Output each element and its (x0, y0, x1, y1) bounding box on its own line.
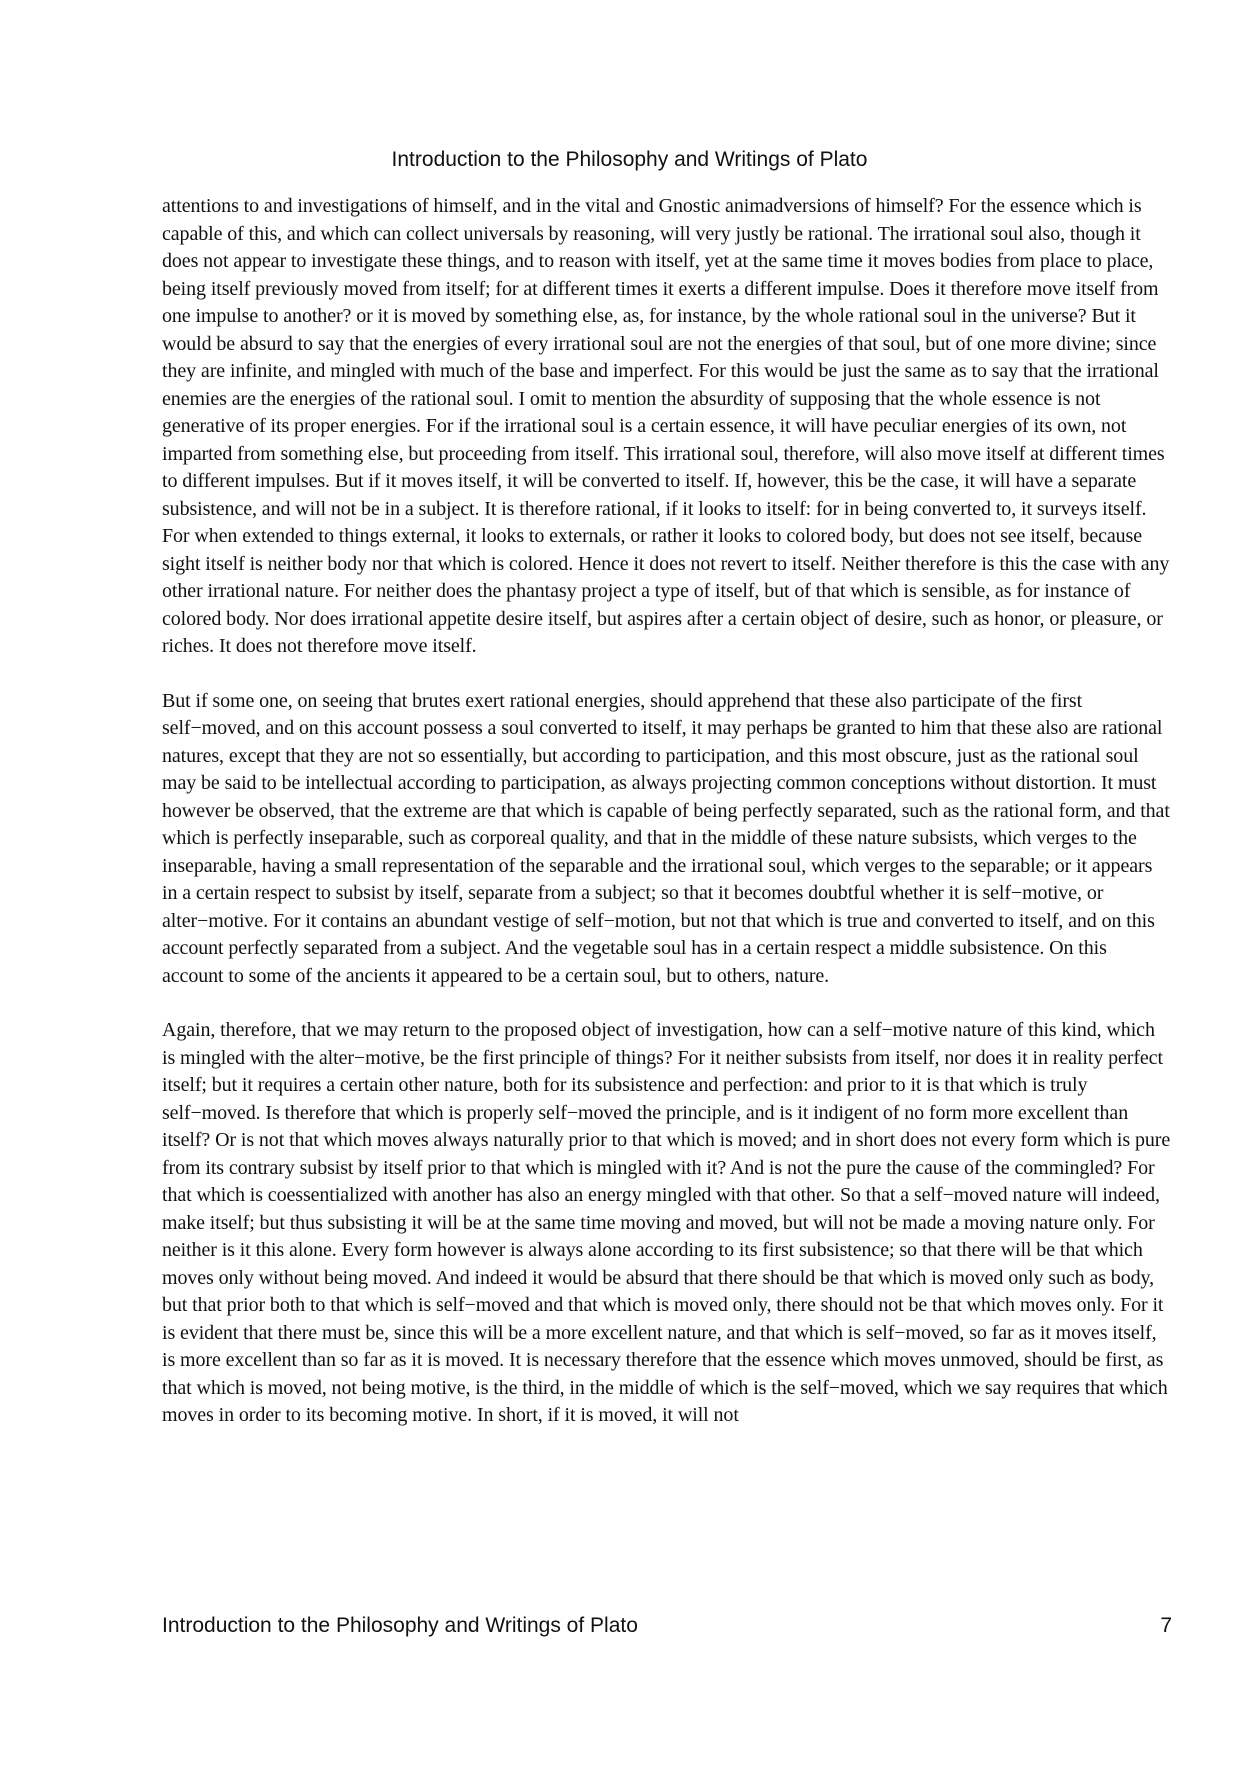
page-number: 7 (1160, 1614, 1172, 1637)
footer-title: Introduction to the Philosophy and Writings of Plato (162, 1614, 638, 1637)
paragraph-1: attentions to and investigations of himself, and in the vital and Gnostic animadversions of himself? For the essence which is capable of this, and which can collect universals by reasoning, will very justly be rational. The irrational soul also, though it does not appear to investigate these things, and to reason with itself, yet at the same time it moves bodies from place to place, being itself previously moved from itself; for at different times it exerts a different impulse. Does it therefore move itself from one impulse to another? or it is moved by something else, as, for instance, by the whole rational soul in the universe? But it would be absurd to say that the energies of every irrational soul are not the energies of that soul, but of one more divine; since they are infinite, and mingled with much of the base and imperfect. For this would be just the same as to say that the irrational enemies are the energies of the rational soul. I omit to mention the absurdity of supposing that the whole essence is not generative of its proper energies. For if the irrational soul is a certain essence, it will have peculiar energies of its own, not imparted from something else, but proceeding from itself. This irrational soul, therefore, will also move itself at different times to different impulses. But if it moves itself, it will be converted to itself. If, however, this be the case, it will have a separate subsistence, and will not be in a subject. It is therefore rational, if it looks to itself: for in being converted to, it surveys itself. For when extended to things external, it looks to externals, or rather it looks to colored body, but does not see itself, because sight itself is neither body nor that which is colored. Hence it does not revert to itself. Neither therefore is this the case with any other irrational nature. For neither does the phantasy project a type of itself, but of that which is sensible, as for instance of colored body. Nor does irrational appetite desire itself, but aspires after a certain object of desire, such as honor, or pleasure, or riches. It does not therefore move itself. (162, 195, 1170, 657)
paragraph-2: But if some one, on seeing that brutes exert rational energies, should apprehend that these also participate of the first self−moved, and on this account possess a soul converted to itself, it may perhaps be granted to him that these also are rational natures, except that they are not so essentially, but according to participation, and this most obscure, just as the rational soul may be said to be intellectual according to participation, as always projecting common conceptions without distortion. It must however be observed, that the extreme are that which is capable of being perfectly separated, such as the rational form, and that which is perfectly inseparable, such as corporeal quality, and that in the middle of these nature subsists, which verges to the inseparable, having a small representation of the separable and the irrational soul, which verges to the separable; or it appears in a certain respect to subsist by itself, separate from a subject; so that it becomes doubtful whether it is self−motive, or alter−motive. For it contains an abundant vestige of self−motion, but not that which is true and converted to itself, and on this account perfectly separated from a subject. And the vegetable soul has in a certain respect a middle subsistence. On this account to some of the ancients it appeared to be a certain soul, but to others, nature. (162, 689, 1170, 987)
main-text (162, 193, 1172, 1457)
running-header: Introduction to the Philosophy and Writings of Plato (391, 148, 868, 171)
paragraph-3: Again, therefore, that we may return to the proposed object of investigation, how can a self−motive nature of this kind, which is mingled with the alter−motive, be the first principle of things? For it neither subsists from itself, nor does it in reality perfect itself; but it requires a certain other nature, both for its subsistence and perfection: and prior to it is that which is truly self−moved. Is therefore that which is properly self−moved the principle, and is it indigent of no form more excellent than itself? Or is not that which moves always naturally prior to that which is moved; and in short does not every form which is pure from its contrary subsist by itself prior to that which is mingled with it? And is not the pure the cause of the commingled? For that which is coessentialized with another has also an energy mingled with that other. So that a self−moved nature will indeed, make itself; but thus subsisting it will be at the same time moving and moved, but will not be made a moving nature only. For neither is it this alone. Every form however is always alone according to its first subsistence; so that there will be that which moves only without being moved. And indeed it would be absurd that there should be that which is moved only such as body, but that prior both to that which is self−moved and that which is moved only, there should not be that which moves only. For it is evident that there must be, since this will be a more excellent nature, and that which is self−moved, so far as it moves itself, is more excellent than so far as it is moved. It is necessary therefore that the essence which moves unmoved, should be first, as that which is moved, not being motive, is the third, in the middle of which is the self−moved, which we say requires that which moves in order to its becoming motive. In short, if it is moved, it will not (162, 1019, 1171, 1426)
